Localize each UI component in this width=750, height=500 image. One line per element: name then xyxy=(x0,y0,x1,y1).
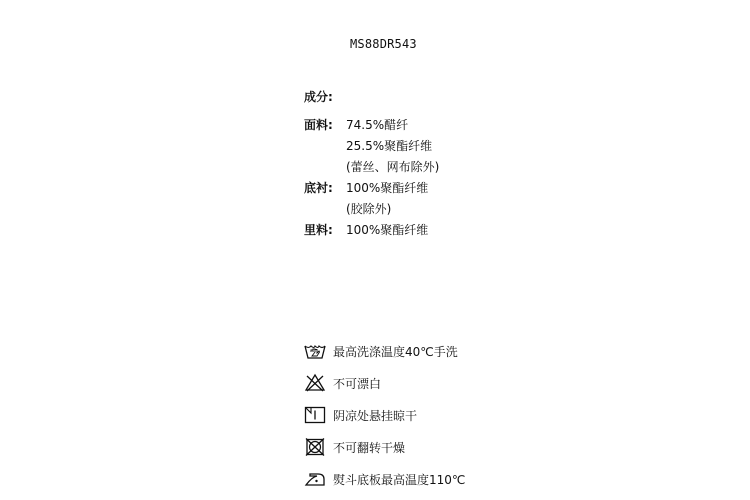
composition-label: 底衬: xyxy=(304,181,333,195)
care-item-wash xyxy=(304,335,465,367)
care-item-text: 不可漂白 xyxy=(333,376,382,391)
care-instructions xyxy=(304,335,465,495)
care-item-bleach xyxy=(304,367,465,399)
care-item-tumble xyxy=(304,431,465,463)
care-item-text: 阴凉处悬挂晾干 xyxy=(333,408,418,423)
line-dry-shade-icon xyxy=(304,405,326,425)
care-item-iron xyxy=(304,463,465,495)
iron-110-icon xyxy=(304,469,326,489)
composition-row-fabric xyxy=(304,115,439,178)
composition-line: 100%聚酯纤维 xyxy=(346,223,429,237)
product-code: MS88DR543 xyxy=(350,37,417,51)
composition-line: 25.5%聚酯纤维 xyxy=(346,139,433,153)
composition-section xyxy=(304,87,439,241)
wash-40-hand-icon xyxy=(304,341,326,361)
composition-line: (胶除外) xyxy=(346,202,392,216)
care-item-dry xyxy=(304,399,465,431)
composition-line: 74.5%醋纤 xyxy=(346,118,409,132)
no-tumble-dry-icon xyxy=(304,437,326,457)
care-item-text: 不可翻转干燥 xyxy=(333,440,406,455)
care-item-text: 最高洗涤温度40℃手洗 xyxy=(333,344,458,359)
composition-line: (蕾丝、网布除外) xyxy=(346,160,440,174)
composition-label: 里料: xyxy=(304,223,333,237)
composition-label: 面料: xyxy=(304,118,333,132)
composition-row-backing xyxy=(304,178,439,220)
composition-line: 100%聚酯纤维 xyxy=(346,181,429,195)
no-bleach-icon xyxy=(304,373,326,393)
composition-row-lining xyxy=(304,220,439,241)
composition-heading: 成分: xyxy=(304,90,333,104)
care-item-text: 熨斗底板最高温度110℃ xyxy=(333,472,466,487)
